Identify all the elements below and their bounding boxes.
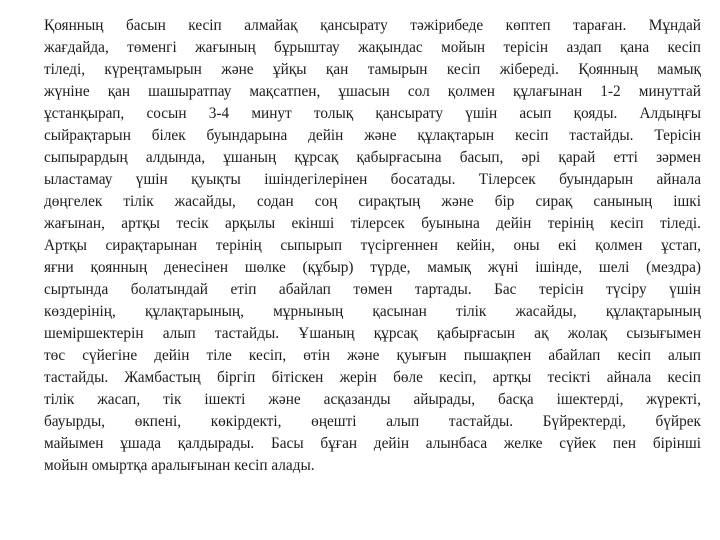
text-line: ұстанқырап, сосын 3-4 минут толық қансырату үшін асып қояды. Алдыңғы	[44, 105, 701, 122]
text-line: дөңгелек тілік жасайды, содан соң сирақтың және бір сирақ санының ішкі	[44, 193, 701, 210]
text-line: жағынан, артқы тесік арқылы екінші тілерсек буынына дейін терінің кесіп тіледі.	[44, 215, 701, 232]
text-line: көздерінің, құлақтарының, мұрнының қасынан тілік жасайды, құлақтарының	[44, 303, 701, 320]
text-line: мойын омыртқа аралығынан кесіп алады.	[44, 457, 315, 474]
text-line: сыйрақтарын білек буындарына дейін және құлақтарын кесіп тастайды. Терісін	[44, 127, 701, 144]
text-line: майымен ұшада қалдырады. Басы бұған дейін алынбаса желке сүйек пен бірінші	[44, 435, 701, 452]
text-line: сыпырардың алдында, ұшаның құрсақ қабырғасына басып, әрі қарай етті зәрмен	[44, 149, 701, 166]
text-line: тастайды. Жамбастың біргіп бітіскен жерін бөле кесіп, артқы тесікті айнала кесіп	[44, 369, 701, 386]
text-line: ыластамау үшін қуықты ішіндегілерінен босатады. Тілерсек буындарын айнала	[44, 171, 701, 188]
text-line: шеміршектерін алып тастайды. Ұшаның құрсақ қабырғасын ақ жолақ сызығымен	[44, 325, 701, 342]
text-line: сыртында болатындай етіп абайлап төмен тартады. Бас терісін түсіру үшін	[44, 281, 701, 298]
text-line: төс сүйегіне дейін тіле кесіп, өтін және қуығын пышақпен абайлап кесіп алып	[44, 347, 701, 364]
text-line: бауырды, өкпені, көкірдекті, өңешті алып тастайды. Бүйректерді, бүйрек	[44, 413, 701, 430]
text-line: яғни қоянның денесінен шөлке (құбыр) түрде, мамық жүні ішінде, шелі (мездра)	[44, 259, 701, 276]
text-line: жүніне қан шашыратпау мақсатпен, ұшасын сол қолмен құлағынан 1-2 минуттай	[44, 83, 701, 100]
text-line: Артқы сирақтарынан терінің сыпырып түсіргеннен кейін, оны екі қолмен ұстап,	[44, 237, 701, 254]
text-line: тілік жасап, тік ішекті және асқазанды айырады, басқа ішектерді, жүректі,	[44, 391, 701, 408]
text-line: жағдайда, төменгі жағының бұрыштау жақындас мойын терісін аздап қана кесіп	[44, 39, 701, 56]
body-paragraph	[44, 15, 701, 477]
text-line: тіледі, күреңтамырын және ұйқы қан тамырын кесіп жібереді. Қоянның мамық	[44, 61, 701, 78]
text-line: Қоянның басын кесіп алмайақ қансырату тәжірибеде көптеп тараған. Мұндай	[44, 17, 701, 34]
